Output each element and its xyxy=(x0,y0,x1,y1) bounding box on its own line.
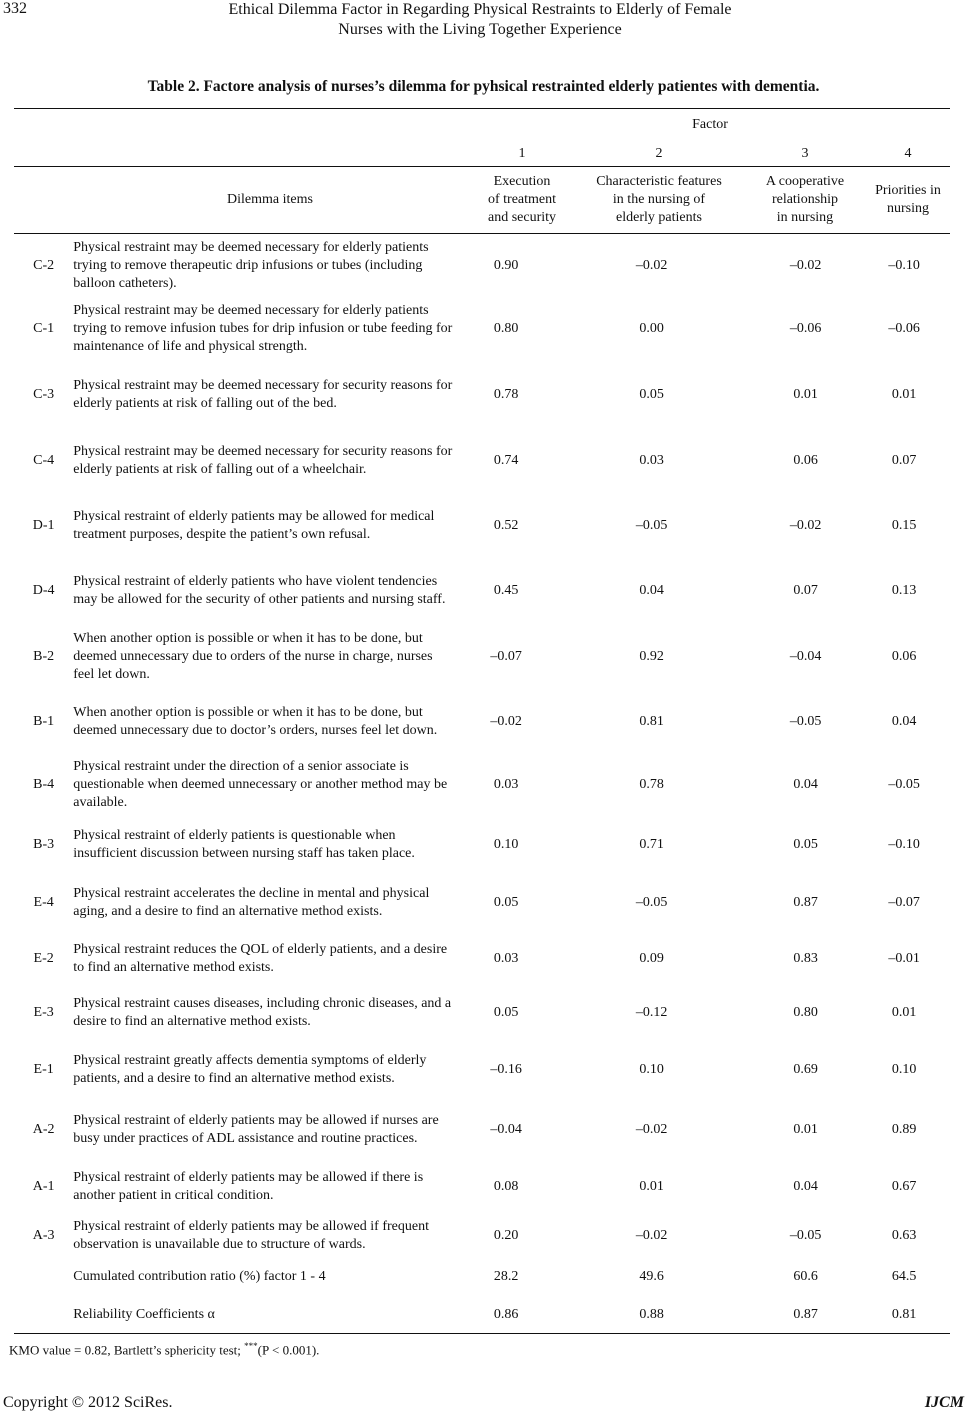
factor-4-loading: 0.01 xyxy=(891,387,917,402)
factor-3-loading: 0.04 xyxy=(793,776,818,792)
factor-2-loading: –0.12 xyxy=(635,1005,668,1020)
factor-name-line: of treatment xyxy=(487,192,557,207)
item-code: B-1 xyxy=(33,713,55,729)
journal-name: IJCM xyxy=(924,1394,964,1411)
factor-number-1: 1 xyxy=(518,146,526,161)
table-row xyxy=(14,1100,950,1160)
factor-2-loading: 0.09 xyxy=(639,951,664,966)
item-code: A-1 xyxy=(32,1178,55,1194)
factor-2-loading: 0.88 xyxy=(639,1306,664,1322)
item-code: E-3 xyxy=(33,1005,54,1020)
item-text: Physical restraint of elderly patients may be allowed if nurses are busy under practices of ADL assistance and routine practices. xyxy=(73,1113,439,1146)
factor-4-loading: –0.05 xyxy=(888,776,920,792)
bottom-rule xyxy=(14,1333,950,1334)
factor-3-loading: 0.87 xyxy=(793,1306,818,1322)
item-code: D-4 xyxy=(32,583,55,598)
factor-2-loading: 0.01 xyxy=(639,1178,664,1194)
item-code: B-3 xyxy=(33,836,55,852)
factor-3-loading: –0.02 xyxy=(789,517,822,533)
top-rule xyxy=(14,108,950,109)
factor-1-loading: –0.16 xyxy=(490,1062,522,1077)
item-text: When another option is possible or when it has to be done, but deemed unnecessary due to orders of the nurse in charge, nurses feel let down. xyxy=(73,630,433,682)
factor-1-loading: –0.02 xyxy=(490,713,522,729)
item-text: Physical restraint may be deemed necessary for elderly patients trying to remove infusion tubes for drip infusion or tube feeding for maintenance of life and physical strength. xyxy=(73,303,453,354)
factor-2-loading: 0.10 xyxy=(639,1062,664,1077)
factor-name-1 xyxy=(462,173,582,227)
factor-1-loading: 0.52 xyxy=(493,517,519,533)
table-row xyxy=(14,236,950,296)
item-text: Physical restraint reduces the QOL of elderly patients, and a desire to find an alternative method exists. xyxy=(73,942,448,975)
item-code: A-3 xyxy=(32,1227,55,1243)
item-text: Physical restraint of elderly patients is questionable when insufficient discussion between nursing staff has taken place. xyxy=(73,827,415,861)
item-text: Physical restraint accelerates the decline in mental and physical aging, and a desire to find an alternative method exists. xyxy=(73,886,430,919)
factor-4-loading: 0.89 xyxy=(891,1122,917,1137)
factor-4-loading: 0.81 xyxy=(891,1306,917,1322)
item-code: C-3 xyxy=(33,387,55,402)
factor-4-loading: –0.10 xyxy=(888,836,920,852)
factor-name-4 xyxy=(860,182,956,218)
item-code: A-2 xyxy=(32,1122,55,1137)
factor-4-loading: 0.04 xyxy=(891,713,917,729)
factor-3-loading: 0.06 xyxy=(793,452,818,468)
factor-name-line: elderly patients xyxy=(616,210,702,225)
factor-name-line: Priorities in xyxy=(875,183,941,198)
factor-1-loading: –0.07 xyxy=(490,648,522,664)
factor-1-loading: 0.86 xyxy=(493,1306,519,1322)
factor-name-line: Execution xyxy=(493,174,551,189)
factor-4-loading: –0.07 xyxy=(888,895,920,910)
factor-3-loading: –0.05 xyxy=(789,713,822,729)
factor-1-loading: 28.2 xyxy=(493,1269,519,1284)
factor-3-loading: –0.05 xyxy=(789,1227,822,1243)
factor-1-loading: 0.78 xyxy=(493,387,519,402)
factor-3-loading: 0.01 xyxy=(793,387,818,402)
factor-4-loading: 0.06 xyxy=(891,648,917,664)
item-text: Physical restraint of elderly patients may be allowed if frequent observation is unavailable due to structure of wards. xyxy=(73,1218,429,1252)
item-code xyxy=(14,1258,73,1296)
factor-3-loading: 0.80 xyxy=(793,1005,818,1020)
factor-2-loading: 0.03 xyxy=(639,452,664,468)
factor-name-line: A cooperative xyxy=(765,174,845,189)
table-row xyxy=(14,815,950,874)
factor-2-loading: –0.02 xyxy=(635,258,668,273)
table-row xyxy=(14,624,950,689)
running-title xyxy=(150,0,810,40)
item-code: D-1 xyxy=(32,517,55,533)
factor-1-loading: –0.04 xyxy=(490,1122,522,1137)
table-row xyxy=(14,1258,950,1296)
factor-4-loading: 0.07 xyxy=(891,452,917,468)
item-code: B-2 xyxy=(33,648,55,664)
factor-1-loading: 0.45 xyxy=(493,583,519,598)
factor-number-2: 2 xyxy=(655,146,663,161)
factor-1-loading: 0.03 xyxy=(493,951,519,966)
factor-3-loading: 0.87 xyxy=(793,895,818,910)
table-row xyxy=(14,1160,950,1213)
item-text: Physical restraint greatly affects dementia symptoms of elderly patients, and a desire to find an alternative method exists. xyxy=(73,1053,427,1086)
table-row xyxy=(14,1040,950,1100)
page-number: 332 xyxy=(3,0,27,17)
item-text: Physical restraint under the direction of a senior associate is questionable when deemed unnecessary or another method may be available. xyxy=(73,758,448,810)
factor-name-line: in the nursing of xyxy=(612,192,706,207)
factor-2-loading: –0.05 xyxy=(635,517,668,533)
footnote-significance: *** xyxy=(244,1341,258,1351)
column-header-rule xyxy=(14,233,950,234)
factor-number-4: 4 xyxy=(904,146,912,161)
item-text: Physical restraint of elderly patients may be allowed if there is another patient in critical condition. xyxy=(73,1169,424,1203)
item-code: E-2 xyxy=(33,951,54,966)
table-body xyxy=(14,236,950,1333)
factor-4-loading: –0.01 xyxy=(888,951,920,966)
factor-2-loading: –0.02 xyxy=(635,1227,668,1243)
factor-4-loading: 0.15 xyxy=(891,517,917,533)
factor-4-loading: 0.13 xyxy=(891,583,917,598)
table-row xyxy=(14,689,950,754)
factor-name-2 xyxy=(574,173,744,227)
factor-3-loading: 0.01 xyxy=(793,1122,818,1137)
factor-4-loading: 0.10 xyxy=(891,1062,917,1077)
factor-1-loading: 0.90 xyxy=(493,258,519,273)
factor-4-loading: 0.67 xyxy=(891,1178,917,1194)
running-title-line-1: Ethical Dilemma Factor in Regarding Physical Restraints to Elderly of Female xyxy=(228,1,732,18)
footnote-text: KMO value = 0.82, Bartlett’s sphericity test; xyxy=(9,1342,245,1358)
item-text: Reliability Coefficients α xyxy=(73,1306,215,1322)
factor-2-loading: 0.81 xyxy=(639,713,664,729)
item-code: C-4 xyxy=(33,452,55,468)
factor-4-loading: 0.01 xyxy=(891,1005,917,1020)
factor-3-loading: 0.07 xyxy=(793,583,818,598)
factor-table xyxy=(14,236,950,1333)
table-row xyxy=(14,296,950,362)
header-rule xyxy=(14,166,950,167)
footnote-p-value: (P < 0.001). xyxy=(257,1342,320,1358)
factor-2-loading: 0.71 xyxy=(639,836,664,852)
factor-name-3 xyxy=(745,173,865,227)
factor-4-loading: –0.10 xyxy=(888,258,920,273)
factor-1-loading: 0.05 xyxy=(493,1005,519,1020)
factor-3-loading: 0.83 xyxy=(793,951,818,966)
table-row xyxy=(14,754,950,815)
factor-2-loading: 0.92 xyxy=(639,648,664,664)
factor-name-line: relationship xyxy=(771,192,839,207)
table-row xyxy=(14,1213,950,1258)
item-text: Physical restraint causes diseases, including chronic diseases, and a desire to find an alternative method exists. xyxy=(73,996,452,1029)
factor-1-loading: 0.10 xyxy=(493,836,519,852)
item-text: Physical restraint may be deemed necessary for security reasons for elderly patients at risk of falling out of a wheelchair. xyxy=(73,443,453,477)
table-row xyxy=(14,986,950,1040)
factor-2-loading: 0.00 xyxy=(639,321,664,336)
factor-2-loading: 0.04 xyxy=(639,583,664,598)
item-code: C-2 xyxy=(33,258,55,273)
items-header: Dilemma items xyxy=(227,192,313,207)
factor-number-3: 3 xyxy=(801,146,809,161)
factor-label: Factor xyxy=(692,117,728,132)
factor-3-loading: –0.02 xyxy=(789,258,822,273)
factor-3-loading: 60.6 xyxy=(793,1269,818,1284)
factor-4-loading: 0.63 xyxy=(891,1227,917,1243)
item-code: B-4 xyxy=(33,776,55,792)
table-row xyxy=(14,428,950,493)
table-row xyxy=(14,493,950,558)
item-text: Physical restraint of elderly patients may be allowed for medical treatment purposes, despite the patient’s own refusal. xyxy=(73,508,435,542)
table-row xyxy=(14,1296,950,1333)
factor-1-loading: 0.20 xyxy=(493,1227,519,1243)
table-row xyxy=(14,932,950,986)
factor-1-loading: 0.05 xyxy=(493,895,519,910)
factor-4-loading: –0.06 xyxy=(888,321,920,336)
factor-name-line: and security xyxy=(487,210,557,225)
item-text: Physical restraint of elderly patients who have violent tendencies may be allowed for the security of other patients and nursing staff. xyxy=(73,574,446,607)
item-code: E-4 xyxy=(33,895,54,910)
factor-3-loading: 0.05 xyxy=(793,836,818,852)
table-row xyxy=(14,874,950,932)
factor-name-line: Characteristic features xyxy=(596,174,722,189)
factor-3-loading: –0.06 xyxy=(789,321,822,336)
table-footnote xyxy=(9,1341,319,1358)
factor-1-loading: 0.08 xyxy=(493,1178,519,1194)
item-text: When another option is possible or when it has to be done, but deemed unnecessary due to doctor’s orders, nurses feel let down. xyxy=(73,704,438,738)
factor-2-loading: 49.6 xyxy=(639,1269,664,1284)
factor-3-loading: –0.04 xyxy=(789,648,822,664)
factor-2-loading: 0.05 xyxy=(639,387,664,402)
item-text: Cumulated contribution ratio (%) factor 1 - 4 xyxy=(73,1269,326,1284)
table-caption: Table 2. Factore analysis of nurses’s dilemma for pyhsical restrainted elderly patientes with dementia. xyxy=(147,78,820,95)
factor-2-loading: –0.05 xyxy=(635,895,668,910)
item-text: Physical restraint may be deemed necessary for security reasons for elderly patients at risk of falling out of the bed. xyxy=(73,378,453,411)
item-code xyxy=(14,1296,73,1333)
factor-3-loading: 0.04 xyxy=(793,1178,818,1194)
item-code: E-1 xyxy=(33,1062,54,1077)
factor-name-line: in nursing xyxy=(776,210,834,225)
item-text: Physical restraint may be deemed necessary for elderly patients trying to remove therapeutic drip infusions or tubes (including balloon catheters). xyxy=(73,240,429,291)
factor-1-loading: 0.03 xyxy=(493,776,519,792)
factor-2-loading: 0.78 xyxy=(639,776,664,792)
factor-1-loading: 0.74 xyxy=(493,452,519,468)
running-title-line-2: Nurses with the Living Together Experience xyxy=(338,21,622,38)
factor-1-loading: 0.80 xyxy=(493,321,519,336)
table-row xyxy=(14,558,950,624)
factor-2-loading: –0.02 xyxy=(635,1122,668,1137)
factor-3-loading: 0.69 xyxy=(793,1062,818,1077)
item-code: C-1 xyxy=(33,321,55,336)
factor-4-loading: 64.5 xyxy=(891,1269,917,1284)
table-row xyxy=(14,362,950,428)
copyright: Copyright © 2012 SciRes. xyxy=(3,1394,173,1411)
factor-name-line: nursing xyxy=(887,201,929,216)
